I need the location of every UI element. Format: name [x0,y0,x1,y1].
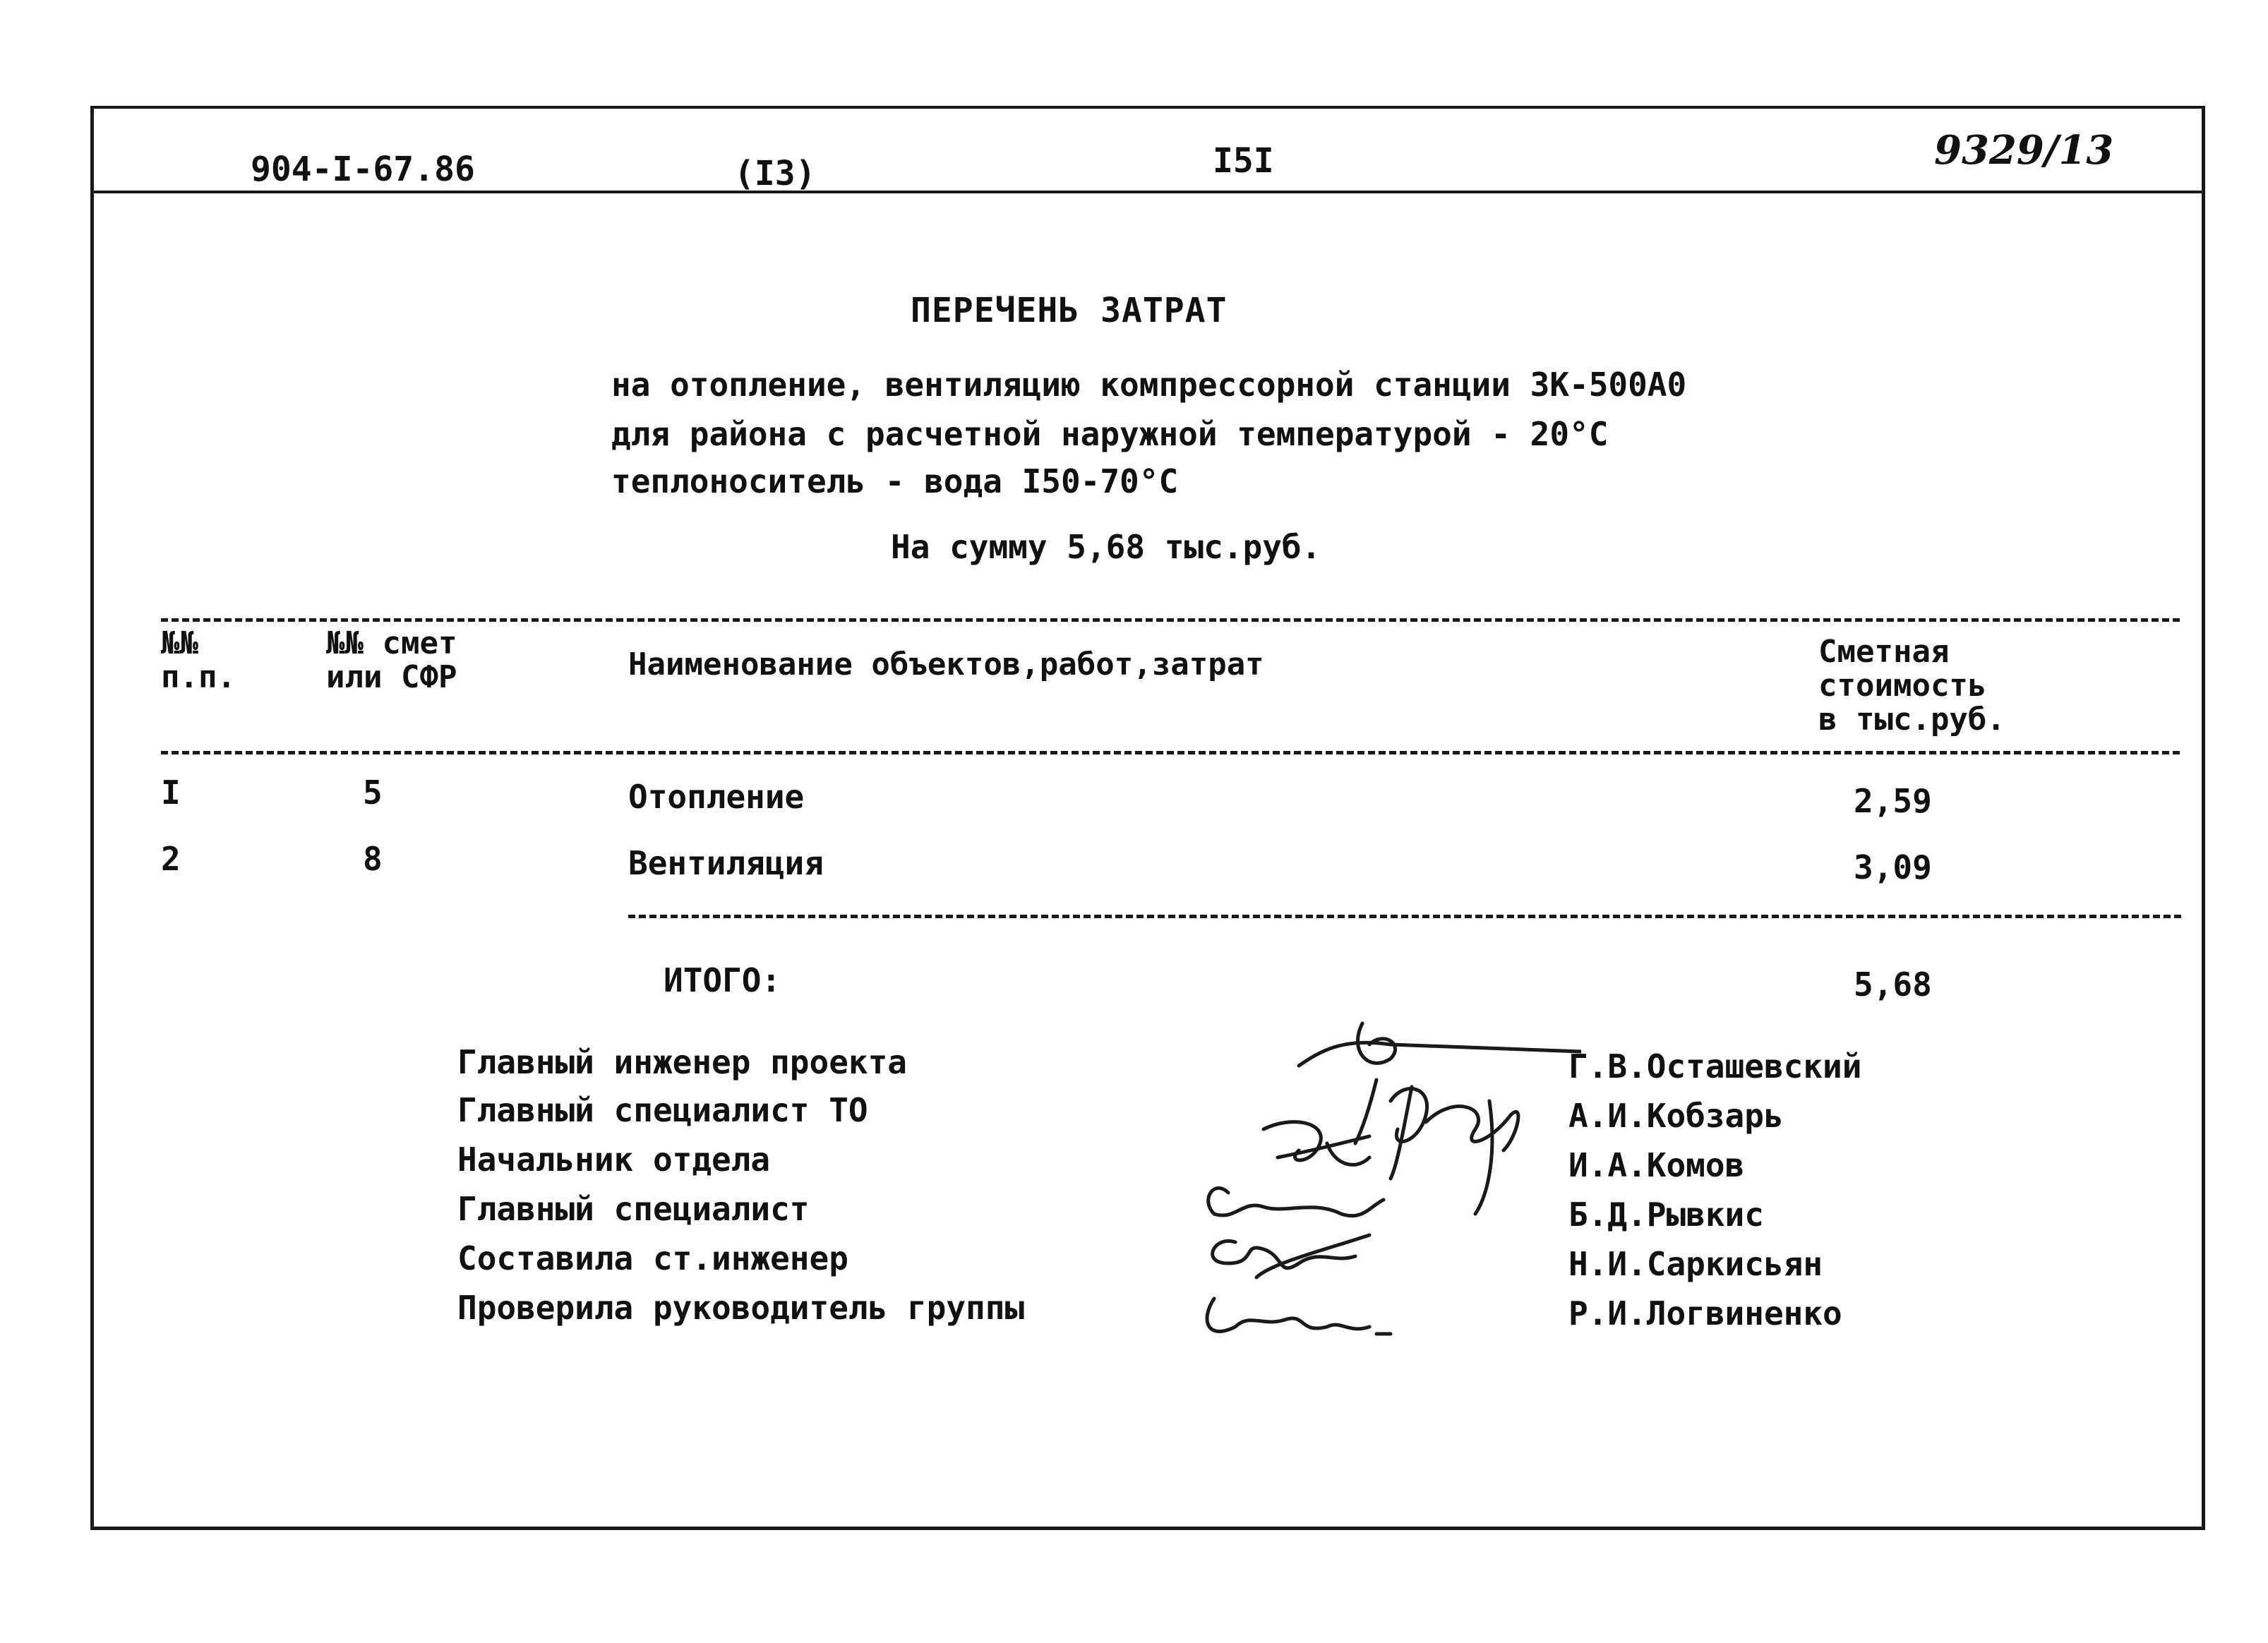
col-header-number-line2: п.п. [161,659,236,695]
header-rule [90,191,2205,193]
signatory-6-name: Р.И.Логвиненко [1568,1294,1842,1332]
archive-number: 9329/13 [1934,127,2114,174]
table-subtotal-rule [628,915,2181,918]
project-code: 904-I-67.86 [251,150,475,189]
col-header-cost-line2: стоимость [1818,668,1987,704]
row-1-name: Отопление [628,778,805,816]
row-2-name: Вентиляция [628,844,824,882]
subtitle-line-2: для района с расчетной наружной температурой - 20°С [611,415,1609,453]
signatory-4-position: Главный специалист [457,1190,810,1228]
total-label: ИТОГО: [664,961,781,999]
sheet-section: (I3) [734,154,816,193]
col-header-estimate [326,627,457,694]
signature-2 [1391,1087,1518,1214]
signatory-3-name: И.А.Комов [1568,1146,1745,1184]
signatures-graphic [1158,1009,1581,1348]
row-2-cost: 3,09 [1854,848,1932,886]
page-number: I5I [1213,141,1274,181]
page-title: ПЕРЕЧЕНЬ ЗАТРАТ [911,291,1228,330]
signatory-4-name: Б.Д.Рывкис [1568,1196,1764,1234]
table-header-rule [161,751,2180,754]
signatory-3-position: Начальник отдела [457,1141,771,1179]
col-header-cost-line1: Сметная [1818,634,1950,670]
row-2-estimate: 8 [363,840,383,878]
signatory-5-name: Н.И.Саркисьян [1568,1245,1823,1283]
table-top-rule [161,618,2180,622]
signatory-5-position: Составила ст.инженер [457,1239,848,1277]
col-header-name [628,648,1264,682]
col-header-estimate-line1: №№ смет [326,625,457,661]
subtitle-line-1: на отопление, вентиляцию компрессорной станции ЗК-500А0 [611,366,1687,404]
signature-5 [1213,1235,1369,1277]
signature-1 [1299,1023,1581,1143]
col-header-name-line1: Наименование объектов,работ,затрат [628,646,1264,682]
row-1-cost: 2,59 [1854,782,1932,820]
col-header-number [161,627,236,694]
col-header-number-line1: №№ [161,625,198,661]
signature-4 [1208,1188,1384,1215]
signatory-1-position: Главный инженер проекта [457,1043,907,1081]
signatory-2-name: А.И.Кобзарь [1568,1097,1784,1135]
col-header-estimate-line2: или СФР [326,659,457,695]
col-header-cost-line3: в тыс.руб. [1818,702,2005,738]
subtitle-line-3: теплоноситель - вода I50-70°С [611,462,1179,500]
total-value: 5,68 [1854,965,1932,1004]
row-1-number: I [161,774,181,812]
col-header-cost [1818,635,2005,737]
signatory-2-position: Главный специалист ТО [457,1091,868,1129]
row-2-number: 2 [161,840,181,878]
signatory-1-name: Г.В.Осташевский [1568,1047,1862,1085]
signature-6 [1207,1299,1391,1334]
total-sum-line: На сумму 5,68 тыс.руб. [891,528,1321,566]
row-1-estimate: 5 [363,774,383,812]
signatory-6-position: Проверила руководитель группы [457,1289,1025,1327]
